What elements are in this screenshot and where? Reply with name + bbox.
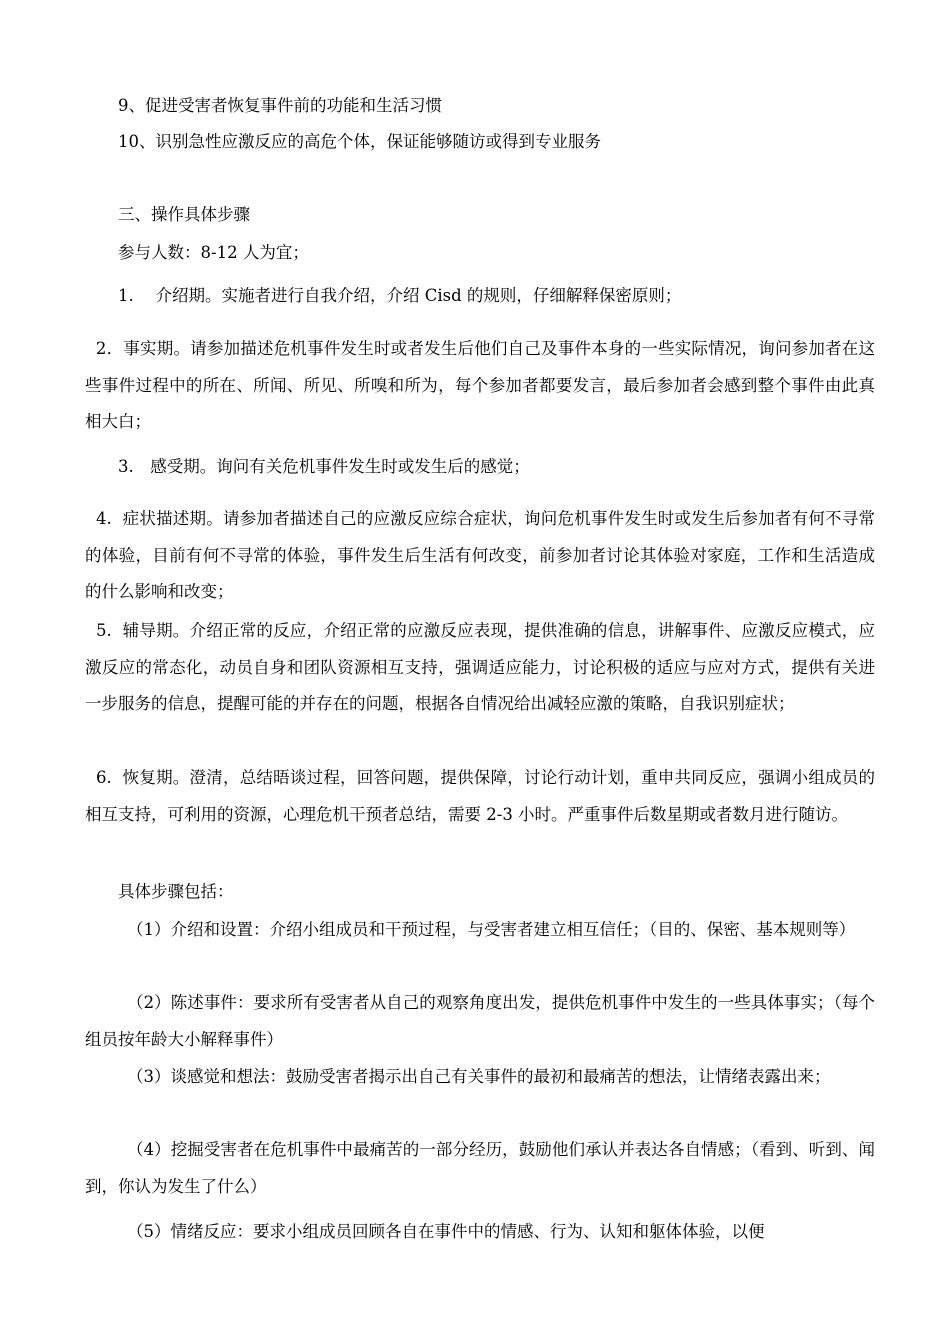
sub-step-3: （3）谈感觉和想法：鼓励受害者揭示出自己有关事件的最初和最痛苦的想法，让情绪表露出来； bbox=[127, 1067, 831, 1086]
goal-10: 10、识别急性应激反应的高危个体，保证能够随访或得到专业服务 bbox=[118, 132, 601, 151]
step-1-intro-phase: 1. 介绍期。实施者进行自我介绍，介绍 Cisd 的规则，仔细解释保密原则； bbox=[118, 286, 682, 305]
steps-intro: 具体步骤包括： bbox=[118, 882, 234, 901]
sub-step-4: （4）挖掘受害者在危机事件中最痛苦的一部分经历，鼓励他们承认并表达各自情感；（看到、听到、闻到，你认为发生了什么） bbox=[85, 1140, 875, 1196]
sub-step-2: （2）陈述事件：要求所有受害者从自己的观察角度出发，提供危机事件中发生的一些具体事实；（每个组员按年龄大小解释事件） bbox=[85, 993, 875, 1049]
step-4-symptom-phase: 4. 症状描述期。请参加者描述自己的应激反应综合症状，询问危机事件发生时或发生后参加者有何不寻常的体验，目前有何不寻常的体验，事件发生后生活有何改变，前参加者讨论其体验对家庭，工作和生活造成的什么影响和改变； bbox=[85, 509, 876, 601]
section-title: 三、操作具体步骤 bbox=[118, 205, 250, 224]
goal-9: 9、促进受害者恢复事件前的功能和生活习惯 bbox=[118, 96, 442, 115]
sub-step-1: （1）介绍和设置：介绍小组成员和干预过程，与受害者建立相互信任；（目的、保密、基本规则等） bbox=[127, 920, 856, 939]
step-5-counseling-phase: 5. 辅导期。介绍正常的反应，介绍正常的应激反应表现，提供准确的信息，讲解事件、应激反应模式，应激反应的常态化，动员自身和团队资源相互支持，强调适应能力，讨论积极的适应与应对方式，提供有关进一步服务的信息，提醒可能的并存在的问题，根据各自情况给出减轻应激的策略，自我识别症状； bbox=[85, 621, 876, 713]
sub-step-5: （5）情绪反应：要求小组成员回顾各自在事件中的情感、行为、认知和躯体体验，以便 bbox=[127, 1222, 765, 1241]
step-2-fact-phase: 2．事实期。请参加描述危机事件发生时或者发生后他们自己及事件本身的一些实际情况，询问参加者在这些事件过程中的所在、所闻、所见、所嗅和所为，每个参加者都要发言，最后参加者会感到整个事件由此真相大白； bbox=[85, 339, 876, 431]
participants-count: 参与人数：8-12 人为宜； bbox=[118, 243, 309, 262]
step-3-feeling-phase: 3. 感受期。询问有关危机事件发生时或发生后的感觉； bbox=[118, 457, 530, 476]
step-6-recovery-phase: 6. 恢复期。澄清，总结晤谈过程，回答问题，提供保障，讨论行动计划，重申共同反应，强调小组成员的相互支持，可利用的资源，心理危机干预者总结，需要 2-3 小时。严重事件后数星期或者数月进行随访。 bbox=[85, 768, 876, 824]
